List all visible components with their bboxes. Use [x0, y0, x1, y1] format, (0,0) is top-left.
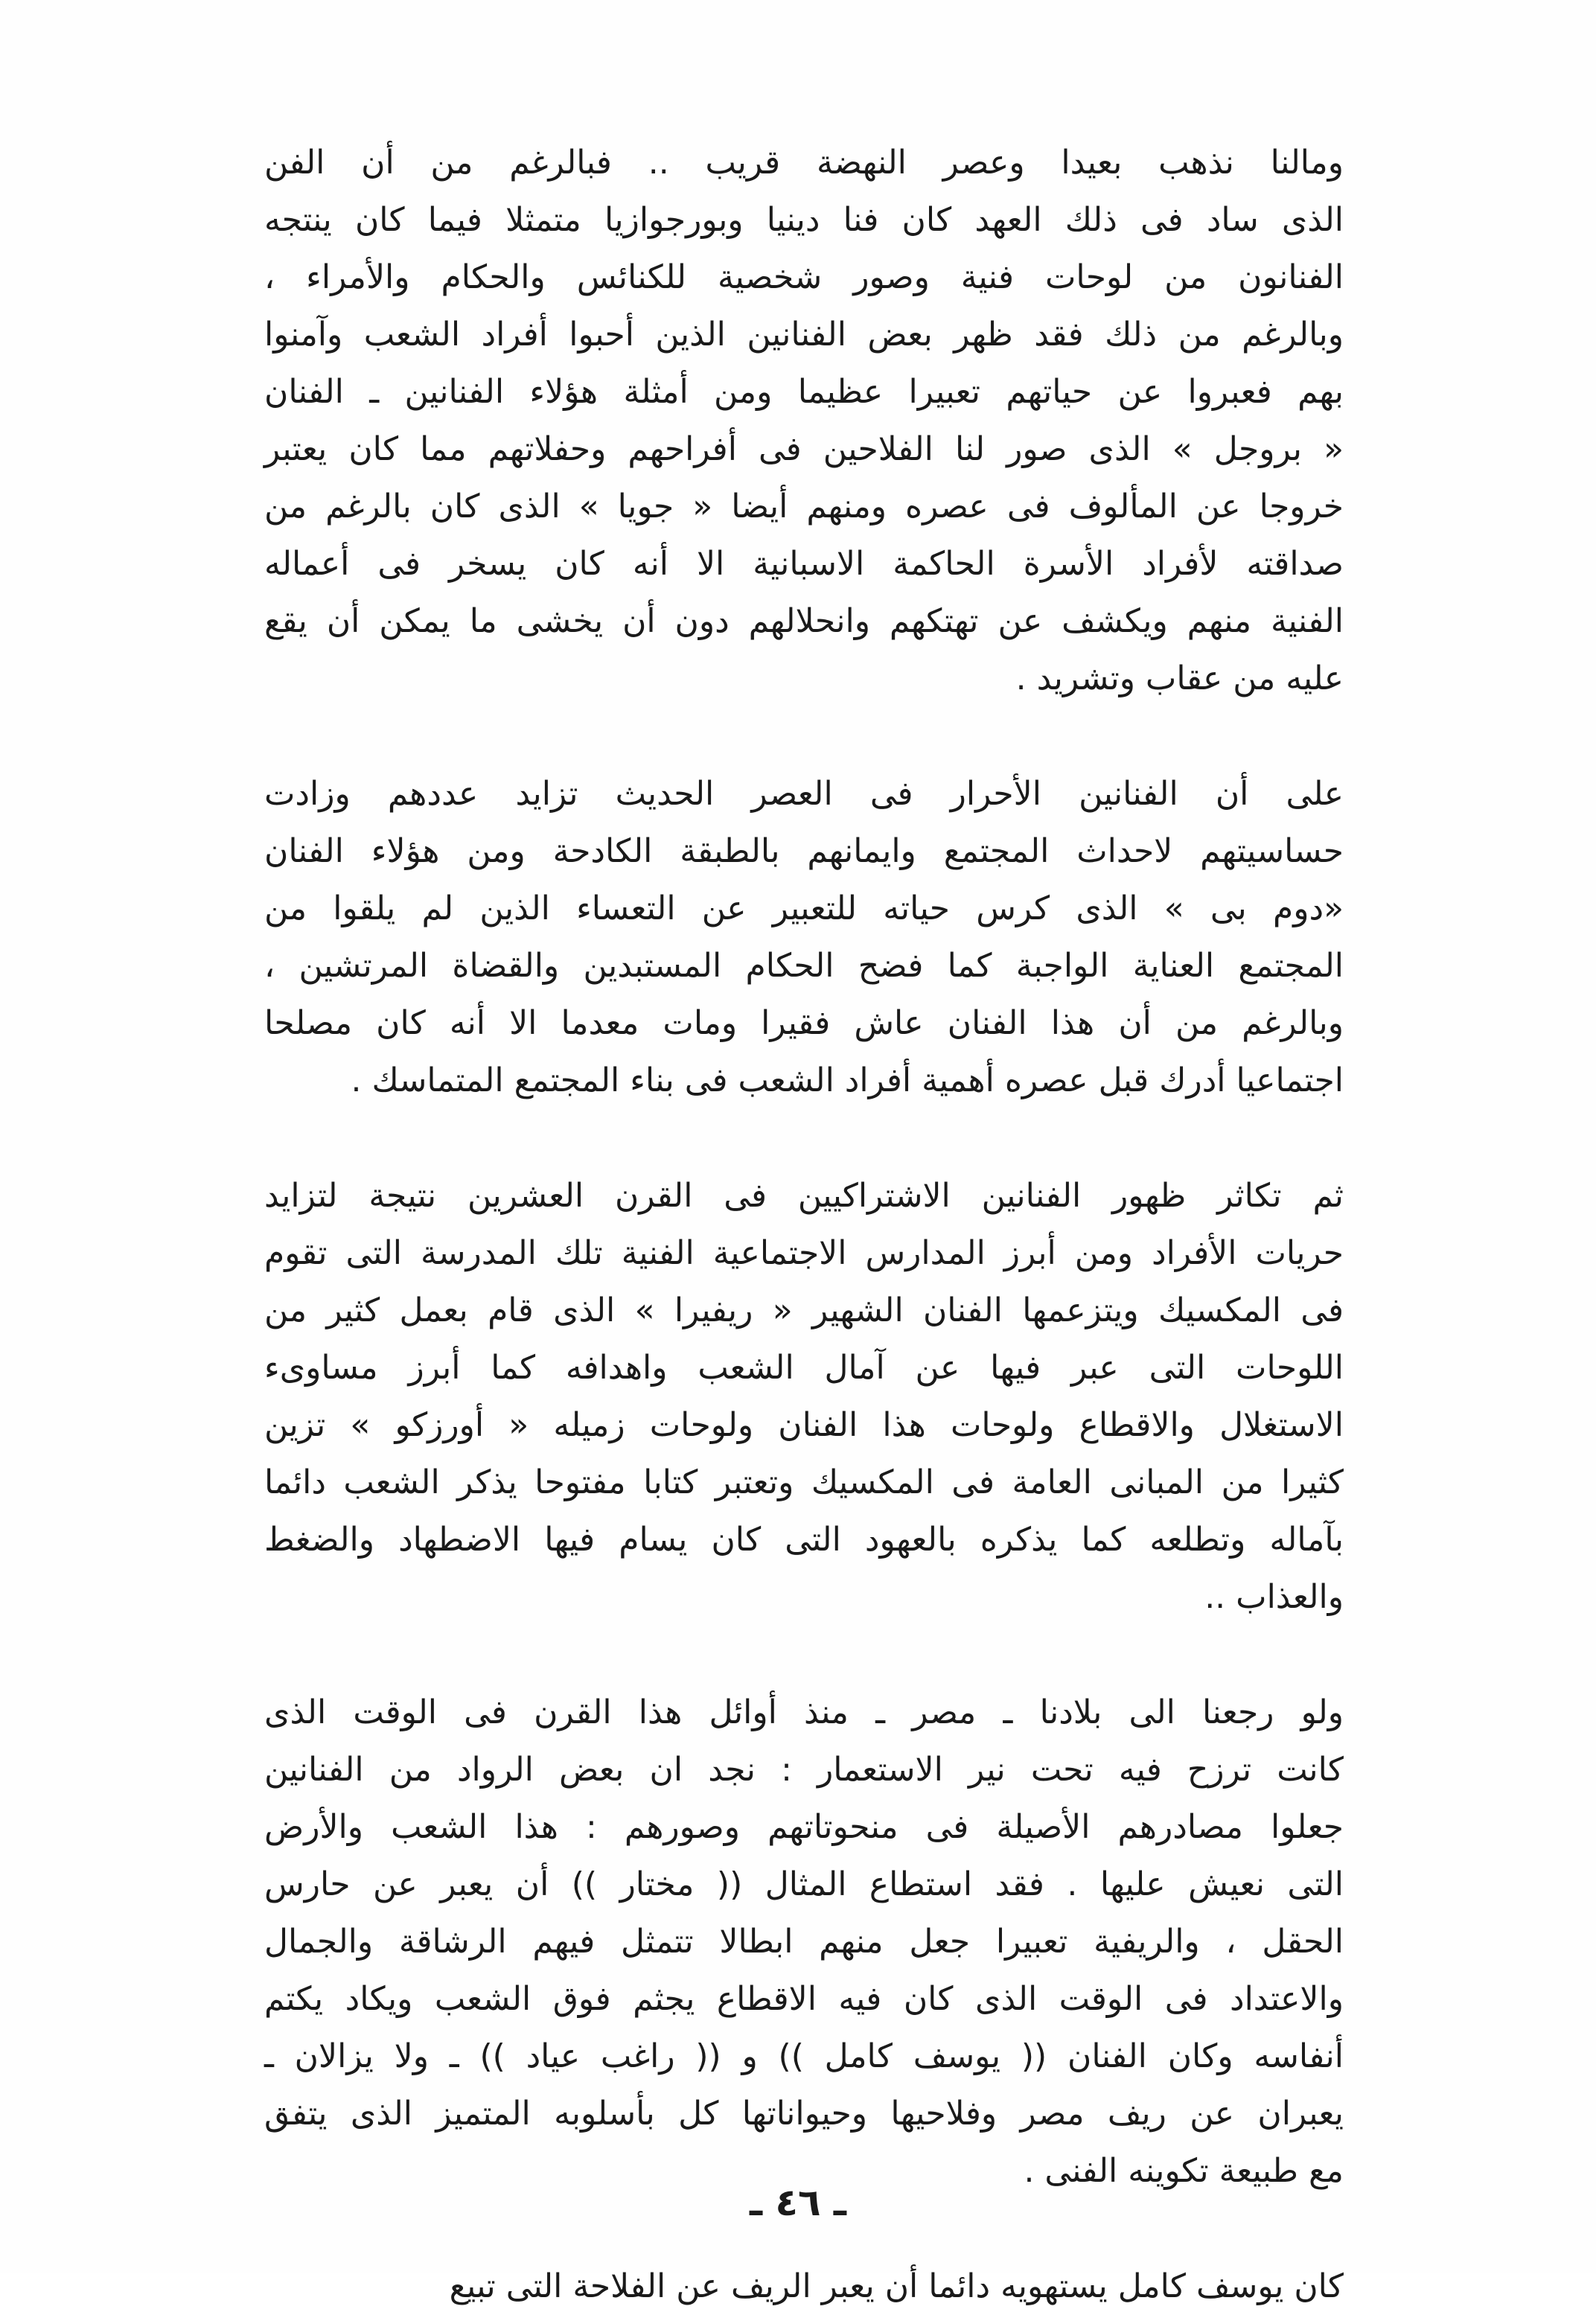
text-line: صداقته لأفراد الأسرة الحاكمة الاسبانية الا أنه كان يسخر فى أعماله — [264, 545, 1344, 583]
text-line: الذى ساد فى ذلك العهد كان فنا دينيا وبورجوازيا متمثلا فيما كان ينتجه — [264, 201, 1344, 239]
text-line: ومالنا نذهب بعيدا وعصر النهضة قريب .. فبالرغم من أن الفن — [264, 144, 1344, 182]
paragraph — [264, 2258, 1344, 2315]
text-line: فى المكسيك ويتزعمها الفنان الشهير « ريفيرا » الذى قام بعمل كثير من — [264, 1291, 1344, 1329]
text-line: التى نعيش عليها . فقد استطاع المثال (( مختار )) أن يعبر عن حارس — [264, 1865, 1344, 1903]
text-line: كثيرا من المبانى العامة فى المكسيك وتعتبر كتابا مفتوحا يذكر الشعب دائما — [264, 1463, 1344, 1501]
paragraph — [264, 1167, 1344, 1626]
text-line: كانت ترزح فيه تحت نير الاستعمار : نجد ان بعض الرواد من الفنانين — [264, 1751, 1344, 1789]
text-line: اللوحات التى عبر فيها عن آمال الشعب واهدافه كما أبرز مساوىء — [264, 1349, 1344, 1387]
text-line: بهم فعبروا عن حياتهم تعبيرا عظيما ومن أمثلة هؤلاء الفنانين ـ الفنان — [264, 373, 1344, 411]
text-line: المجتمع العناية الواجبة كما فضح الحكام المستبدين والقضاة المرتشين ، — [264, 947, 1344, 985]
text-line: وبالرغم من أن هذا الفنان عاش فقيرا ومات معدما الا أنه كان مصلحا — [264, 1004, 1344, 1042]
text-line: والعذاب .. — [1204, 1578, 1344, 1616]
paragraph-gap — [264, 1626, 1344, 1684]
text-line: جعلوا مصادرهم الأصيلة فى منحوتاتهم وصورهم : هذا الشعب والأرض — [264, 1808, 1344, 1846]
text-line: بآماله وتطلعه كما يذكره بالعهود التى كان يسام فيها الاضطهاد والضغط — [264, 1521, 1344, 1559]
text-line: وبالرغم من ذلك فقد ظهر بعض الفنانين الذين أحبوا أفراد الشعب وآمنوا — [264, 316, 1344, 354]
text-line: «دوم بى » الذى كرس حياته للتعبير عن التعساء الذين لم يلقوا من — [264, 890, 1344, 927]
text-line: الحقل ، والريفية تعبيرا جعل منهم ابطالا تتمثل فيهم الرشاقة والجمال — [264, 1923, 1344, 1961]
text-line: الفنية منهم ويكشف عن تهتكهم وانحلالهم دون أن يخشى ما يمكن أن يقع — [264, 602, 1344, 640]
page-number: ـ ٤٦ ـ — [749, 2181, 847, 2224]
text-line: الفنانون من لوحات فنية وصور شخصية للكنائس والحكام والأمراء ، — [264, 258, 1344, 296]
text-line: يعبران عن ريف مصر وفلاحيها وحيواناتها كل بأسلوبه المتميز الذى يتفق — [264, 2095, 1344, 2133]
text-line: عليه من عقاب وتشريد . — [1015, 660, 1344, 697]
paragraph-gap — [264, 707, 1344, 765]
text-line: « بروجل » الذى صور لنا الفلاحين فى أفراحهم وحفلاتهم مما كان يعتبر — [264, 430, 1344, 468]
paragraph — [264, 1684, 1344, 2200]
text-line: مع طبيعة تكوينه الفنى . — [1024, 2152, 1344, 2190]
paragraph — [264, 134, 1344, 707]
paragraph — [264, 765, 1344, 1109]
paragraph-gap — [264, 1109, 1344, 1167]
text-line: حريات الأفراد ومن أبرز المدارس الاجتماعية الفنية تلك المدرسة التى تقوم — [264, 1234, 1344, 1272]
text-line: حساسيتهم لاحداث المجتمع وايمانهم بالطبقة الكادحة ومن هؤلاء الفنان — [264, 832, 1344, 870]
text-line: اجتماعيا أدرك قبل عصره أهمية أفراد الشعب فى بناء المجتمع المتماسك . — [351, 1061, 1344, 1099]
body-text — [264, 134, 1344, 2315]
text-line: خروجا عن المألوف فى عصره ومنهم أيضا « جويا » الذى كان بالرغم من — [264, 488, 1344, 526]
text-line: على أن الفنانين الأحرار فى العصر الحديث تزايد عددهم وزادت — [264, 775, 1344, 813]
text-line: أنفاسه وكان الفنان (( يوسف كامل )) و (( راغب عياد )) ـ ولا يزالان ـ — [264, 2037, 1344, 2075]
text-line: كان يوسف كامل يستهويه دائما أن يعبر الريف عن الفلاحة التى تبيع — [449, 2267, 1344, 2305]
text-line: ثم تكاثر ظهور الفنانين الاشتراكيين فى القرن العشرين نتيجة لتزايد — [264, 1177, 1344, 1215]
text-line: ولو رجعنا الى بلادنا ـ مصر ـ منذ أوائل هذا القرن فى الوقت الذى — [264, 1693, 1344, 1731]
text-line: الاستغلال والاقطاع ولوحات هذا الفنان ولوحات زميله « أورزكو » تزين — [264, 1406, 1344, 1444]
text-line: والاعتداد فى الوقت الذى كان فيه الاقطاع يجثم فوق الشعب ويكاد يكتم — [264, 1980, 1344, 2018]
